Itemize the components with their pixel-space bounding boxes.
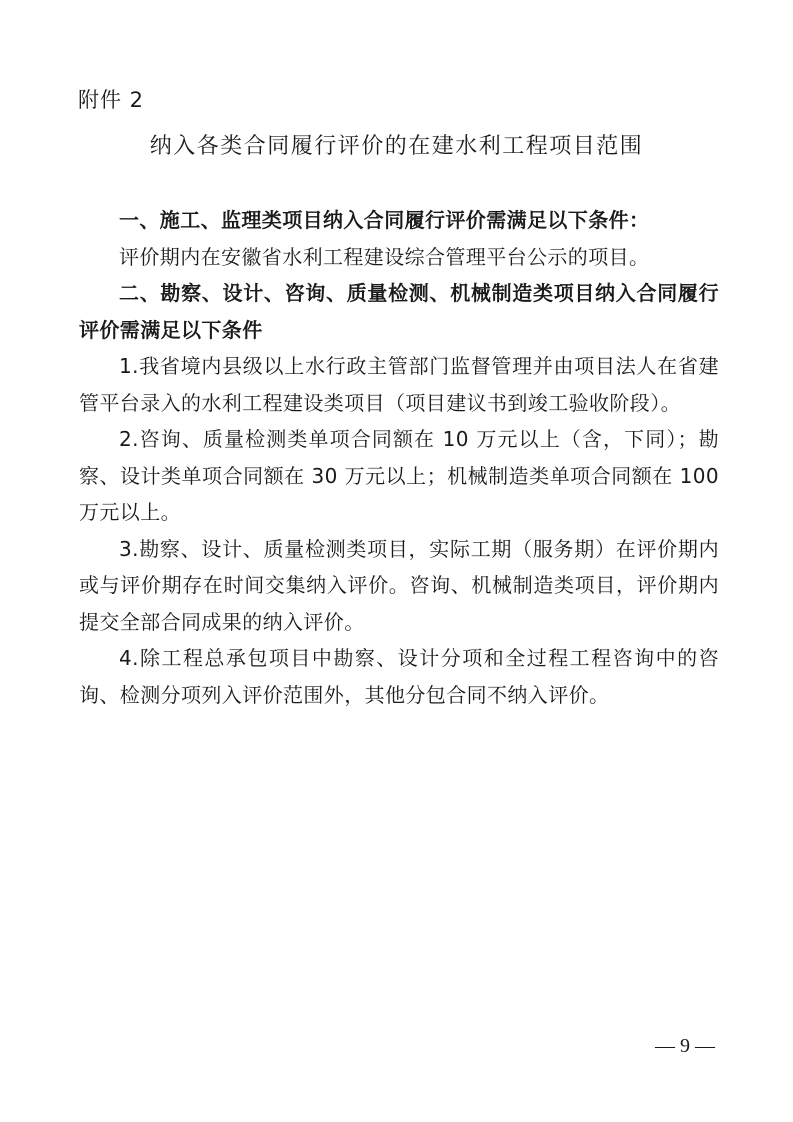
section-heading-2: 二、勘察、设计、咨询、质量检测、机械制造类项目纳入合同履行评价需满足以下条件 bbox=[79, 281, 719, 342]
page-number: — 9 — bbox=[655, 1035, 715, 1057]
document-body bbox=[79, 202, 719, 713]
paragraph: 3.勘察、设计、质量检测类项目，实际工期（服务期）在评价期内或与评价期存在时间交集纳入评价。咨询、机械制造类项目，评价期内提交全部合同成果的纳入评价。 bbox=[79, 536, 719, 634]
paragraph: 2.咨询、质量检测类单项合同额在 10 万元以上（含，下同）；勘察、设计类单项合同额在 30 万元以上；机械制造类单项合同额在 100 万元以上。 bbox=[79, 427, 719, 524]
attachment-label: 附件 2 bbox=[78, 88, 145, 112]
document-title: 纳入各类合同履行评价的在建水利工程项目范围 bbox=[149, 134, 644, 159]
paragraph: 1.我省境内县级以上水行政主管部门监督管理并由项目法人在省建管平台录入的水利工程建设类项目（项目建议书到竣工验收阶段）。 bbox=[79, 354, 719, 415]
paragraph: 4.除工程总承包项目中勘察、设计分项和全过程工程咨询中的咨询、检测分项列入评价范围外，其他分包合同不纳入评价。 bbox=[79, 646, 719, 707]
section-heading-1: 一、施工、监理类项目纳入合同履行评价需满足以下条件： bbox=[119, 208, 650, 232]
paragraph: 评价期内在安徽省水利工程建设综合管理平台公示的项目。 bbox=[119, 244, 650, 269]
